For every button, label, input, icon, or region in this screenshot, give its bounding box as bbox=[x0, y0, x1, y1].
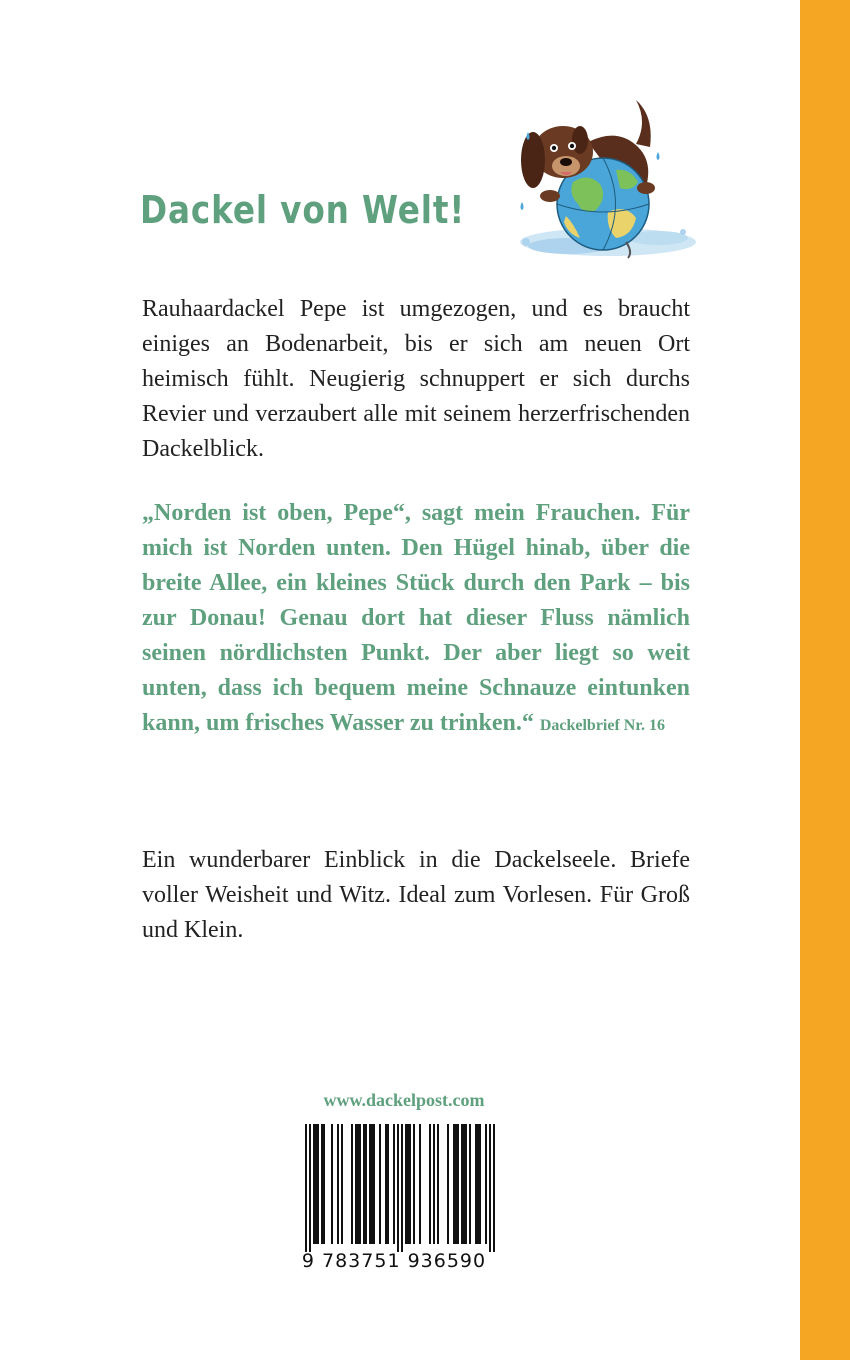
barcode-bar bbox=[305, 1124, 307, 1252]
barcode-bar bbox=[397, 1124, 399, 1252]
barcode-bar bbox=[363, 1124, 365, 1244]
barcode-bar bbox=[371, 1124, 373, 1244]
isbn-digits: 9 783751 936590 bbox=[301, 1250, 487, 1272]
barcode-bar bbox=[337, 1124, 339, 1244]
barcode-bar bbox=[401, 1124, 403, 1252]
barcode-bar bbox=[405, 1124, 407, 1244]
barcode-bar bbox=[493, 1124, 495, 1252]
barcode-bar bbox=[313, 1124, 315, 1244]
barcode-bar bbox=[469, 1124, 471, 1244]
barcode-bar bbox=[455, 1124, 457, 1244]
blurb-paragraph: Rauhaardackel Pepe ist umgezogen, und es braucht einiges an Bodenarbeit, bis er sich am neuen Ort heimisch fühlt. Neugierig schnuppert er sich durchs Revier und verzaubert alle mit seinem herzerfrischenden Dackelblick. bbox=[142, 296, 690, 462]
barcode-bar bbox=[475, 1124, 477, 1244]
quote-text: „Norden ist oben, Pepe“, sagt mein Frauchen. Für mich ist Norden unten. Den Hügel hinab, über die breite Allee, ein kleines Stück durch den Park – bis zur Donau! Genau dort hat dieser Fluss nämlich seinen nördlichsten Punkt. Der aber liegt so weit unten, dass ich bequem meine Schnauze eintunken kann, um frisches Wasser zu trinken.“ bbox=[142, 500, 690, 736]
barcode-bar bbox=[317, 1124, 319, 1244]
barcode-bar bbox=[429, 1124, 431, 1244]
barcode-bar bbox=[407, 1124, 409, 1244]
barcode-bar bbox=[457, 1124, 459, 1244]
barcode-bar bbox=[437, 1124, 439, 1244]
barcode-bar bbox=[479, 1124, 481, 1244]
barcode-bar bbox=[373, 1124, 375, 1244]
barcode-bar bbox=[465, 1124, 467, 1244]
barcode-bar bbox=[331, 1124, 333, 1244]
barcode-bar bbox=[485, 1124, 487, 1244]
barcode-bar bbox=[341, 1124, 343, 1244]
barcode-bar bbox=[357, 1124, 359, 1244]
dachshund-globe-illustration bbox=[508, 92, 700, 272]
book-spine-stripe bbox=[800, 0, 850, 1360]
barcode-bar bbox=[413, 1124, 415, 1244]
barcode-bar bbox=[309, 1124, 311, 1252]
barcode-bar bbox=[477, 1124, 479, 1244]
barcode-bar bbox=[385, 1124, 387, 1244]
barcode-bar bbox=[379, 1124, 381, 1244]
barcode-bar bbox=[365, 1124, 367, 1244]
barcode-bar bbox=[447, 1124, 449, 1244]
quote-paragraph bbox=[142, 496, 690, 743]
barcode-bar bbox=[323, 1124, 325, 1244]
barcode-bar bbox=[321, 1124, 323, 1244]
barcode-bars bbox=[285, 1124, 503, 1252]
barcode-bar bbox=[489, 1124, 491, 1252]
barcode-bar bbox=[351, 1124, 353, 1244]
barcode-bar bbox=[355, 1124, 357, 1244]
website-link[interactable]: www.dackelpost.com bbox=[323, 1090, 485, 1110]
barcode-bar bbox=[369, 1124, 371, 1244]
barcode-bar bbox=[433, 1124, 435, 1244]
barcode-bar bbox=[387, 1124, 389, 1244]
barcode-bar bbox=[453, 1124, 455, 1244]
barcode-bar bbox=[419, 1124, 421, 1244]
book-title: Dackel von Welt! bbox=[140, 188, 466, 232]
quote-source: Dackelbrief Nr. 16 bbox=[539, 717, 665, 734]
barcode-bar bbox=[409, 1124, 411, 1244]
barcode-bar bbox=[359, 1124, 361, 1244]
barcode-bar bbox=[393, 1124, 395, 1244]
isbn-barcode bbox=[285, 1124, 503, 1274]
barcode-bar bbox=[315, 1124, 317, 1244]
closing-paragraph: Ein wunderbarer Einblick in die Dackelseele. Briefe voller Weisheit und Witz. Ideal zum Vorlesen. Für Groß und Klein. bbox=[142, 847, 690, 943]
barcode-bar bbox=[463, 1124, 465, 1244]
barcode-bar bbox=[461, 1124, 463, 1244]
